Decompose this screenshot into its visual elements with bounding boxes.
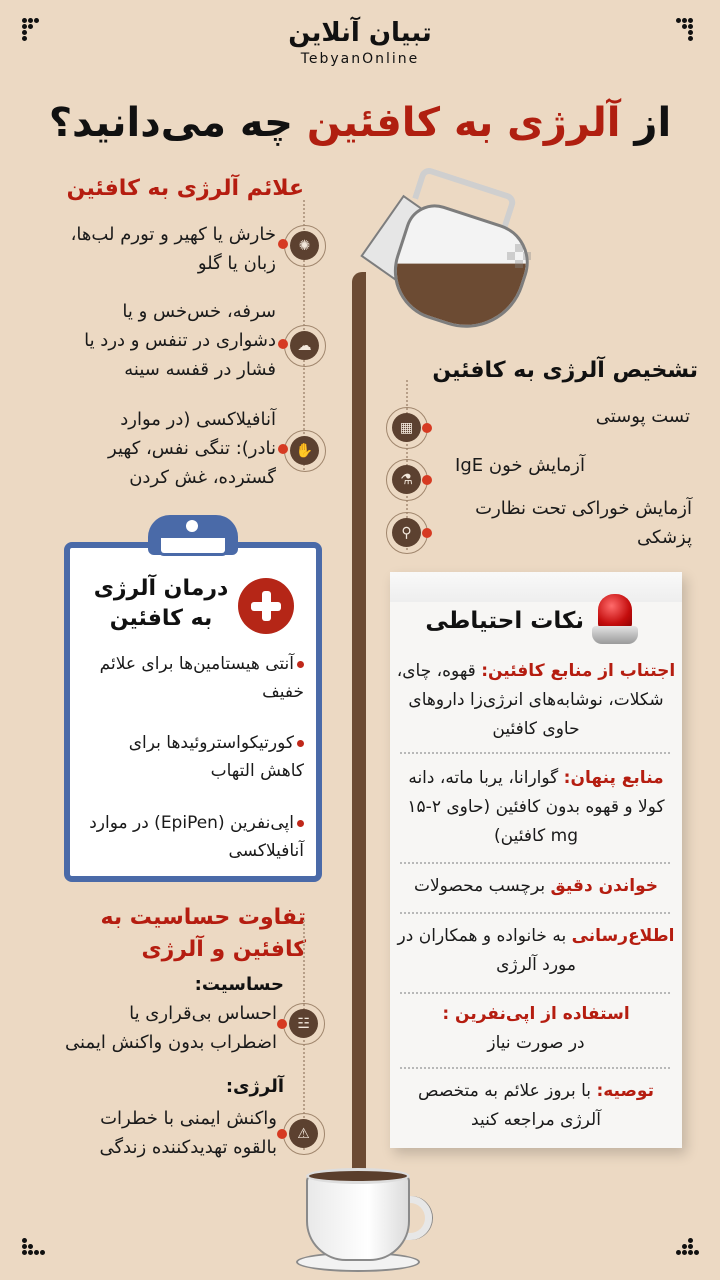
divider xyxy=(400,912,670,914)
itchy-skin-icon: ✺ xyxy=(290,231,319,260)
cough-icon: ☁ xyxy=(290,331,319,360)
precaution-item-6: توصیه: با بروز علائم به متخصص آلرژی مراجعه کنید xyxy=(418,1081,654,1130)
skin-test-icon: ▦ xyxy=(392,413,421,442)
allergy-text: واکنش ایمنی با خطرات بالقوه تهدیدکننده زندگی xyxy=(99,1108,277,1158)
bullet-icon xyxy=(297,820,304,827)
sensitivity-label: حساسیت: xyxy=(194,974,284,995)
symptom-item-3: آنافیلاکسی (در موارد نادر): تنگی نفس، کهیر گسترده، غش کردن xyxy=(108,409,276,488)
red-marker-dot xyxy=(278,444,288,454)
difference-heading: تفاوت حساسیت به کافئین و آلرژی xyxy=(100,905,306,962)
difference-icon-badge-2 xyxy=(283,1113,325,1155)
red-marker-dot xyxy=(277,1129,287,1139)
watermark-logo-icon xyxy=(505,244,539,278)
brand-logo-english: TebyanOnline xyxy=(300,51,420,67)
title-part-1: از xyxy=(620,100,672,146)
treatment-item-2: کورتیکواستروئیدها برای کاهش التهاب xyxy=(128,733,304,781)
symptom-item-1: خارش یا کهیر و تورم لب‌ها، زبان یا گلو xyxy=(70,224,276,274)
medical-plus-icon xyxy=(238,578,294,634)
precaution-item-3: خواندن دقیق برچسب محصولات xyxy=(413,876,659,896)
symptom-item-2: سرفه، خس‌خس و یا دشواری در تنفس و درد یا فشار در قفسه سینه xyxy=(84,301,276,380)
anxiety-icon: ☳ xyxy=(289,1009,318,1038)
red-marker-dot xyxy=(278,239,288,249)
clipboard-clip-inner xyxy=(158,538,228,556)
clipboard-clip-hole xyxy=(186,520,198,532)
warning-icon: ⚠ xyxy=(289,1119,318,1148)
anaphylaxis-icon: ✋ xyxy=(290,436,319,465)
symptoms-heading: علائم آلرژی به کافئین xyxy=(66,176,304,201)
page-title xyxy=(0,100,720,146)
diagnosis-item-1: تست پوستی xyxy=(595,406,690,427)
symptom-icon-badge-1 xyxy=(284,225,326,267)
divider xyxy=(400,752,670,754)
precaution-item-2: منابع پنهان: گوارانا، یربا ماته، دانه کولا و قهوه بدون کافئین (حاوی ۲-۱۵ mg کافئین) xyxy=(407,768,665,846)
precaution-item-1: اجتناب از منابع کافئین: قهوه، چای، شکلات، نوشابه‌های انرژی‌زا داروهای حاوی کافئین xyxy=(396,661,676,739)
title-part-2: چه می‌دانید؟ xyxy=(48,100,307,146)
red-marker-dot xyxy=(277,1019,287,1029)
difference-icon-badge-1 xyxy=(283,1003,325,1045)
divider xyxy=(400,992,670,994)
coffee-cup-rim xyxy=(306,1168,410,1184)
coffee-stream xyxy=(352,272,366,1177)
divider xyxy=(400,862,670,864)
test-tube-icon: ⚗ xyxy=(392,465,421,494)
treatment-item-1: آنتی هیستامین‌ها برای علائم خفیف xyxy=(99,654,304,702)
treatment-heading-line-1: درمان آلرژی xyxy=(93,576,229,601)
diagnosis-item-3: آزمایش خوراکی تحت نظارت پزشکی xyxy=(475,498,692,548)
precaution-item-4: اطلاع‌رسانی به خانواده و همکاران در مورد آلرژی xyxy=(397,926,675,975)
sensitivity-text: احساس بی‌قراری یا اضطراب بدون واکنش ایمنی xyxy=(65,1003,277,1053)
siren-base xyxy=(592,626,638,644)
food-inspection-icon: ⚲ xyxy=(392,518,421,547)
red-marker-dot xyxy=(422,528,432,538)
bullet-icon xyxy=(297,740,304,747)
red-marker-dot xyxy=(422,423,432,433)
treatment-item-3: اپی‌نفرین (EpiPen) در موارد آنافیلاکسی xyxy=(89,813,304,861)
corner-ornament-bottom-left xyxy=(22,1238,46,1262)
diagnosis-heading: تشخیص آلرژی به کافئین xyxy=(432,358,698,383)
symptom-icon-badge-2 xyxy=(284,325,326,367)
bullet-icon xyxy=(297,661,304,668)
precautions-heading: نکات احتیاطی xyxy=(425,608,584,634)
symptom-icon-badge-3 xyxy=(284,430,326,472)
brand-logo-persian: تبیان آنلاین xyxy=(288,18,432,48)
precaution-item-5: استفاده از اپی‌نفرین : در صورت نیاز xyxy=(442,1004,630,1053)
treatment-heading xyxy=(90,574,232,634)
treatment-heading-line-2: به کافئین xyxy=(109,606,213,631)
precautions-card-torn-edge xyxy=(390,572,682,602)
siren-alarm-icon xyxy=(598,594,632,628)
corner-ornament-bottom-right xyxy=(676,1238,700,1262)
allergy-label: آلرژی: xyxy=(225,1076,284,1097)
divider xyxy=(400,1067,670,1069)
coffee-cup-illustration xyxy=(306,1175,410,1261)
red-marker-dot xyxy=(278,339,288,349)
diagnosis-item-2: آزمایش خون IgE xyxy=(455,455,585,476)
title-highlight: آلرژی به کافئین xyxy=(306,100,621,146)
